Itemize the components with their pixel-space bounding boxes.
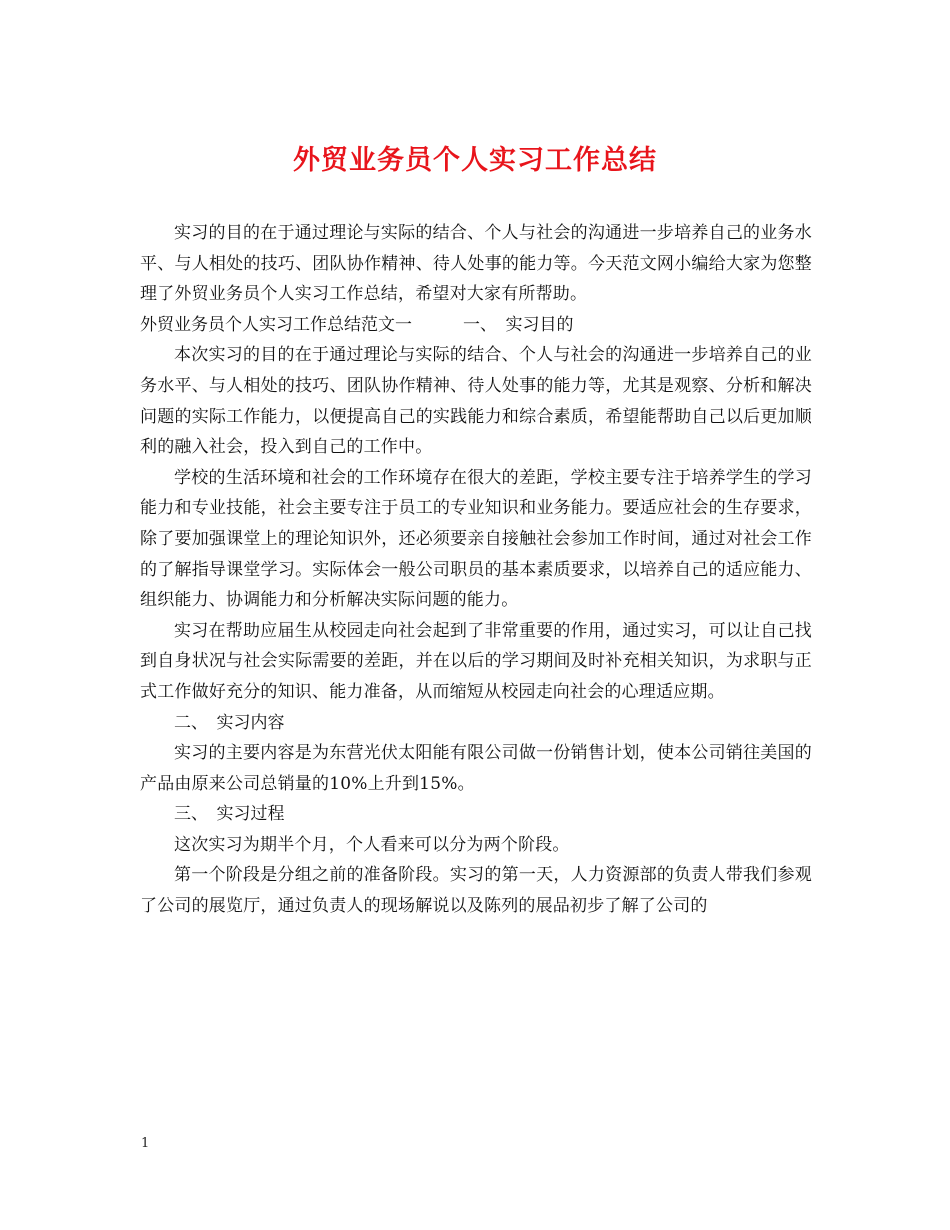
section-2-paragraph: 实习的主要内容是为东营光伏太阳能有限公司做一份销售计划，使本公司销往美国的产品由原来公司总销量的10%上升到15%。 [140, 743, 812, 794]
section-3-heading: 三、 实习过程 [174, 804, 285, 825]
sample-heading-line [140, 310, 812, 341]
section-3-paragraph-2: 第一个阶段是分组之前的准备阶段。实习的第一天，人力资源部的负责人带我们参观了公司的展览厅，通过负责人的现场解说以及陈列的展品初步了解了公司的 [140, 865, 812, 917]
section-1-paragraph-3: 实习在帮助应届生从校园走向社会起到了非常重要的作用，通过实习，可以让自己找到自身状况与社会实际需要的差距，并在以后的学习期间及时补充相关知识，为求职与正式工作做好充分的知识、能力准备，从而缩短从校园走向社会的心理适应期。 [140, 620, 812, 702]
section-1-paragraph-2: 学校的生活环境和社会的工作环境存在很大的差距，学校主要专注于培养学生的学习能力和专业技能，社会主要专注于员工的专业知识和业务能力。要适应社会的生存要求，除了要加强课堂上的理论知识外，还必须要亲自接触社会参加工作时间，通过对社会工作的了解指导课堂学习。实际体会一般公司职员的基本素质要求，以培养自己的适应能力、组织能力、协调能力和分析解决实际问题的能力。 [140, 467, 812, 611]
section-2-heading: 二、 实习内容 [174, 712, 285, 733]
document-body [140, 218, 812, 922]
intro-paragraph: 实习的目的在于通过理论与实际的结合、个人与社会的沟通进一步培养自己的业务水平、与人相处的技巧、团队协作精神、待人处事的能力等。今天范文网小编给大家为您整理了外贸业务员个人实习工作总结，希望对大家有所帮助。 [140, 223, 812, 305]
page-number: 1 [141, 1136, 150, 1151]
section-3-paragraph-1: 这次实习为期半个月，个人看来可以分为两个阶段。 [174, 834, 570, 855]
sample-heading: 外贸业务员个人实习工作总结范文一 [140, 314, 412, 335]
section-1-paragraph-1: 本次实习的目的在于通过理论与实际的结合、个人与社会的沟通进一步培养自己的业务水平、与人相处的技巧、团队协作精神、待人处事的能力等，尤其是观察、分析和解决问题的实际工作能力，以便提高自己的实践能力和综合素质，希望能帮助自己以后更加顺利的融入社会，投入到自己的工作中。 [140, 345, 812, 458]
section-1-heading: 一、 实习目的 [463, 314, 574, 335]
document-title: 外贸业务员个人实习工作总结 [293, 145, 657, 176]
